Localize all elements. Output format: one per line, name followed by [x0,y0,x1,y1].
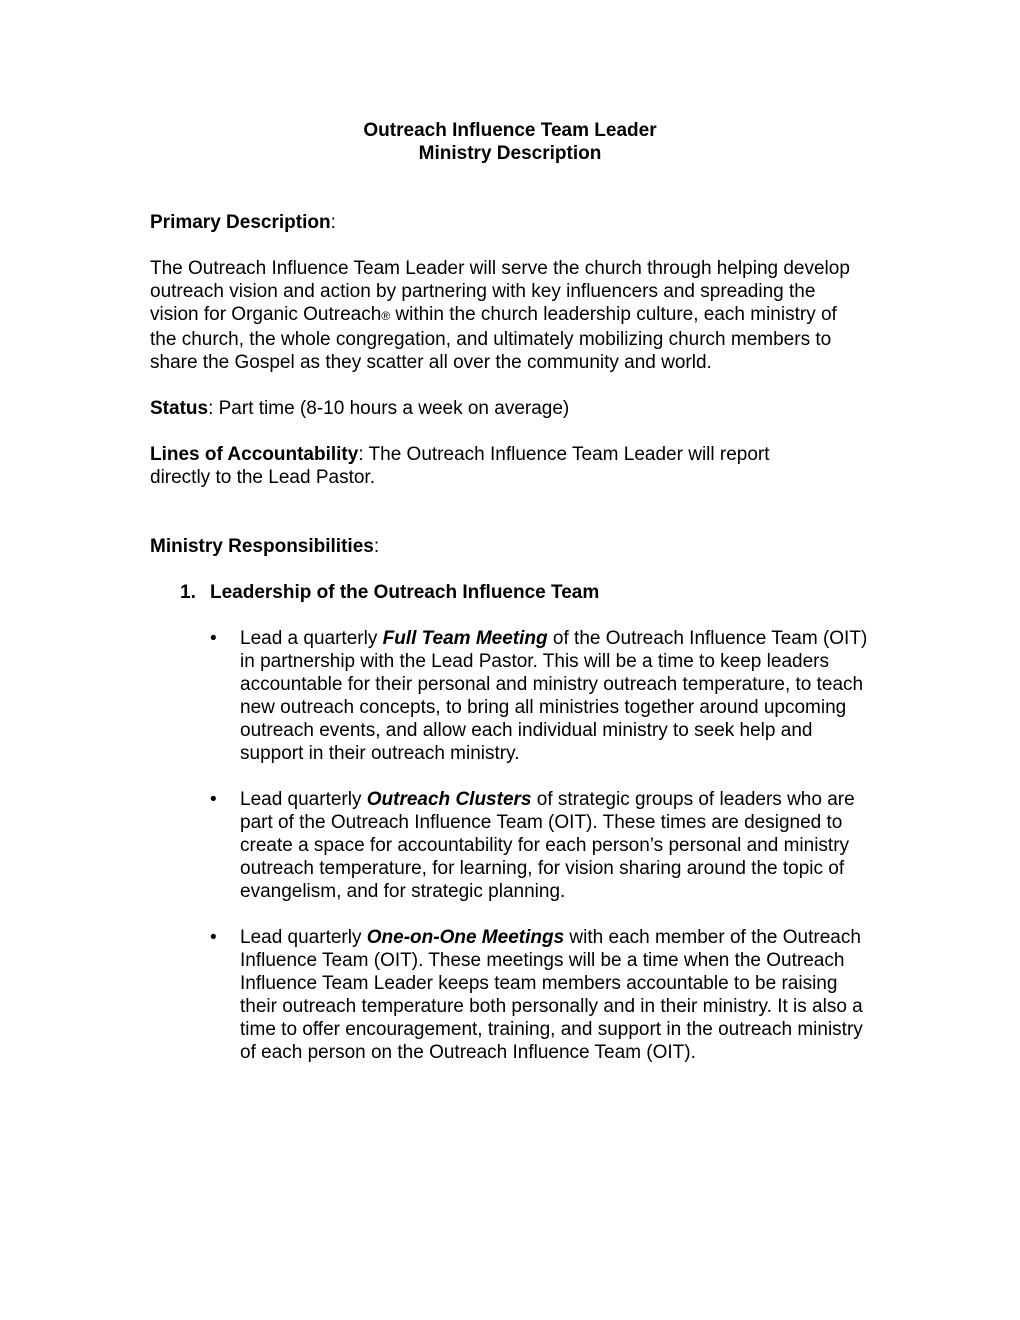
responsibilities-heading: Ministry Responsibilities [150,536,374,557]
status-label: Status [150,398,209,419]
document-title-line2: Ministry Description [418,143,602,164]
bullet-text-pre: Lead quarterly [240,789,367,810]
responsibility-item-1 [180,581,870,604]
status-text: : Part time (8-10 hours a week on average) [208,398,570,419]
responsibilities-heading-line [150,535,870,558]
primary-description-heading: Primary Description [150,212,331,233]
bullet-item-one-on-one-meetings [150,926,870,1064]
responsibility-number: 1. [180,582,196,603]
bullet-icon: • [210,789,217,810]
primary-description-text [150,257,865,374]
bullet-emphasis: One-on-One Meetings [366,927,565,948]
bullet-text-pre: Lead quarterly [240,927,367,948]
bullet-icon: • [210,927,217,948]
bullet-emphasis: Full Team Meeting [382,628,548,649]
bullet-text-post: of strategic groups of leaders who are part of the Outreach Influence Team (OIT). These times are designed to create a space for accountability for each person’s personal and ministry outreach temperature, for learning, for vision sharing around the topic of evangelism, and for strategic planning. [240,789,855,902]
primary-description-text-part2: within the church leadership culture, each ministry of the church, the whole congregation, and ultimately mobilizing church members to share the Gospel as they scatter all over the community and world. [150,304,837,373]
registered-mark: ® [381,309,391,323]
bullet-text-pre: Lead a quarterly [240,628,383,649]
bullet-emphasis: Outreach Clusters [366,789,532,810]
bullet-item-outreach-clusters [150,788,870,903]
status-line [150,397,870,420]
accountability-label: Lines of Accountability [150,444,359,465]
document-title-line1: Outreach Influence Team Leader [363,120,657,141]
primary-description-colon: : [330,212,336,233]
responsibility-title: Leadership of the Outreach Influence Team [210,582,600,603]
bullet-text-post: with each member of the Outreach Influence Team (OIT). These meetings will be a time when the Outreach Influence Team Leader keeps team members accountable to be raising their outreach temperature both personally and in their ministry. It is also a time to offer encouragement, training, and support in the outreach ministry of each person on the Outreach Influence Team (OIT). [240,927,863,1063]
bullet-item-full-team-meeting [150,627,870,765]
primary-description-text-part1: The Outreach Influence Team Leader will serve the church through helping develop outreach vision and action by partnering with key influencers and spreading the vision for Organic Outreach [150,258,850,325]
bullet-icon: • [210,628,217,649]
accountability-line [150,443,815,489]
document-body [150,119,870,1064]
accountability-text: : The Outreach Influence Team Leader will report directly to the Lead Pastor. [150,444,770,488]
primary-description-heading-line [150,211,870,234]
responsibilities-colon: : [373,536,380,557]
bullet-text-post: of the Outreach Influence Team (OIT) in partnership with the Lead Pastor. This will be a time to keep leaders accountable for their personal and ministry outreach temperature, to teach new outreach concepts, to bring all ministries together around upcoming outreach events, and allow each individual ministry to seek help and support in their outreach ministry. [240,628,868,764]
